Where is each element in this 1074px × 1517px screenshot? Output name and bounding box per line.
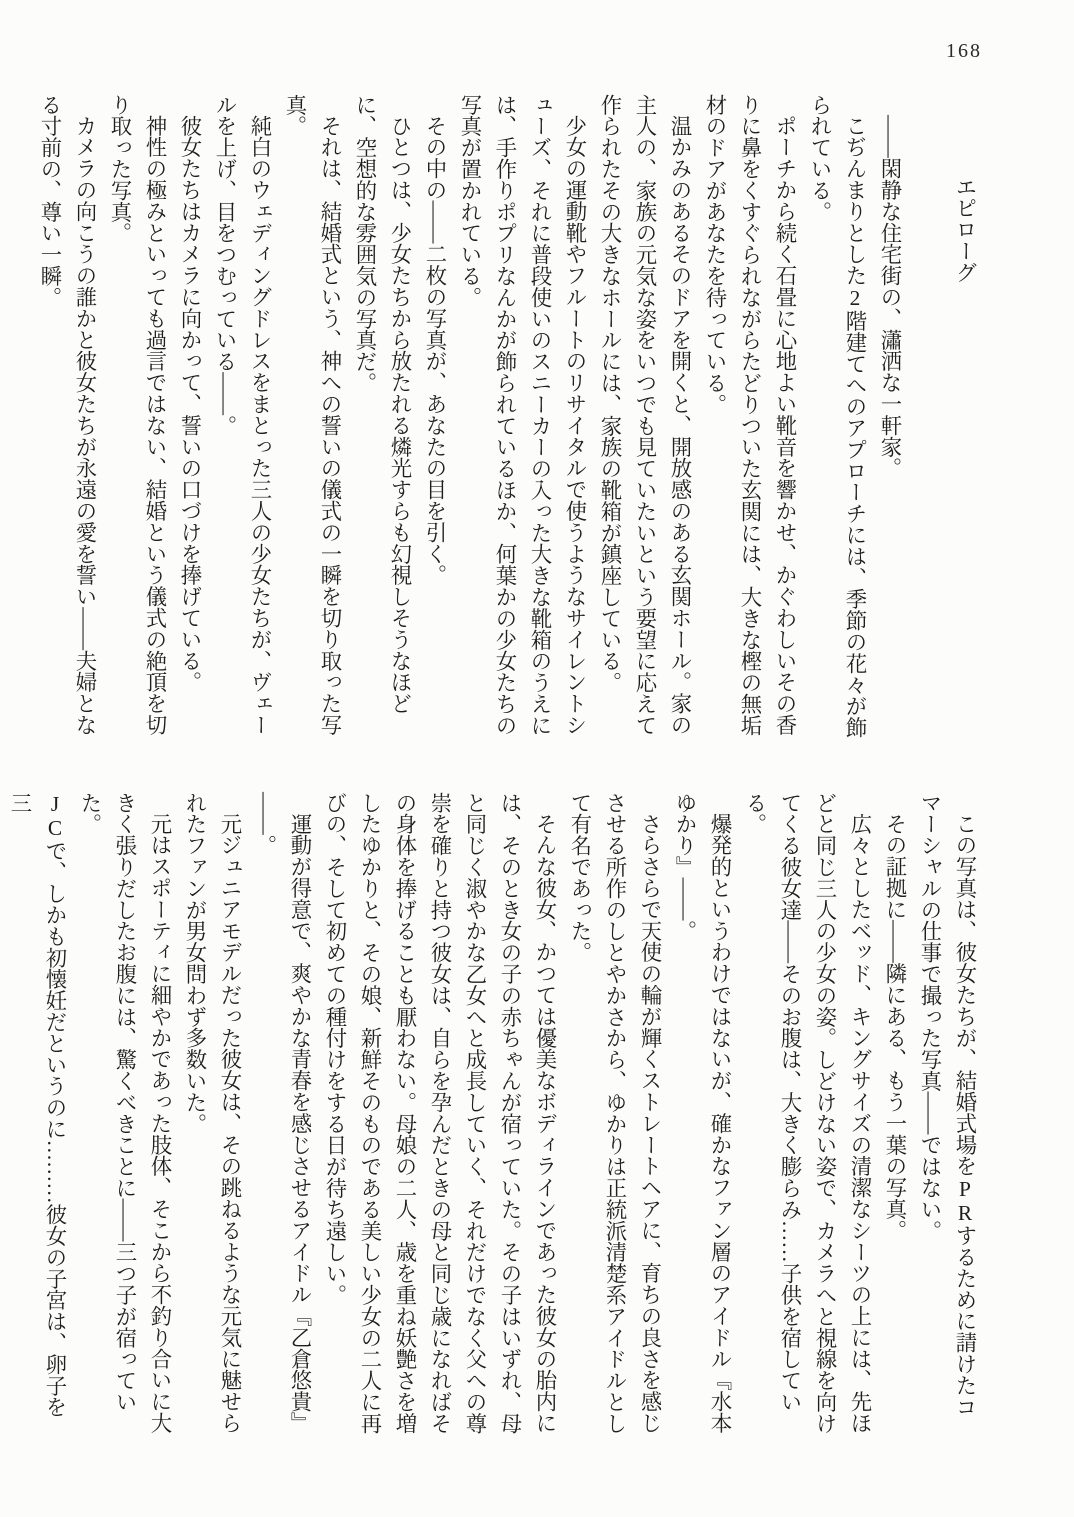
paragraph: 爆発的というわけではないが、確かなファン層のアイドル『水本ゆかり』——。	[673, 792, 732, 1434]
paragraph: この写真は、彼女たちが、結婚式場をPRするために請けたコマーシャルの仕事で撮った写真——ではない。	[918, 792, 977, 1418]
page-number: 168	[946, 40, 982, 62]
paragraph: 元ジュニアモデルだった彼女は、その跳ねるような元気に魅せられたファンが男女問わず多数いた。	[183, 792, 242, 1434]
paragraph: JCで、しかも初懐妊だというのに………彼女の子宮は、卵子を三	[8, 792, 67, 1418]
paragraph: カメラの向こうの誰かと彼女たちが永遠の愛を誓い——夫婦となる寸前の、尊い一瞬。	[38, 94, 97, 736]
bottom-paragraphs	[2, 792, 982, 1438]
paragraph: ポーチから続く石畳に心地よい靴音を響かせ、かぐわしいその香りに鼻をくすぐられながらたどりついた玄関には、大きな樫の無垢材のドアがあなたを待っている。	[703, 94, 797, 736]
paragraph: 広々としたベッド、キングサイズの清潔なシーツの上には、先ほどと同じ三人の少女の姿。しどけない姿で、カメラへと視線を向けてくる彼女達——そのお腹は、大きく膨らみ……子供を宿している。	[743, 792, 872, 1434]
paragraph: その中の——二枚の写真が、あなたの目を引く。	[423, 115, 447, 587]
paragraph: 神性の極みといっても過言ではない、結婚という儀式の絶頂を切り取った写真。	[108, 94, 167, 736]
paragraph: それは、結婚式という、神への誓いの儀式の一瞬を切り取った写真。	[283, 94, 342, 736]
paragraph: 少女の運動靴やフルートのリサイタルで使うようなサイレントシューズ、それに普段使いのスニーカーの入った大きな靴箱のうえには、手作りポプリなんかが飾られているほか、何葉かの少女たちの写真が置かれている。	[458, 94, 587, 736]
text-block-bottom	[2, 792, 982, 1438]
paragraph: 純白のウェディングドレスをまとった三人の少女たちが、ヴェールを上げ、目をつむっている——。	[213, 94, 272, 736]
paragraph: さらさらで天使の輪が輝くストレートヘアに、育ちの良さを感じさせる所作のしとやかさから、ゆかりは正統派清楚系アイドルとして有名であった。	[568, 792, 662, 1434]
section-title: エピローグ	[953, 176, 977, 283]
text-block-top	[32, 94, 982, 744]
paragraph: 元はスポーティに細やかであった肢体、そこから不釣り合いに大きく張りだしたお腹には、驚くべきことに——三つ子が宿っていた。	[78, 792, 172, 1434]
paragraph: 彼女たちはカメラに向かって、誓いの口づけを捧げている。	[178, 115, 202, 694]
paragraph: 温かみのあるそのドアを開くと、開放感のある玄関ホール。家の主人の、家族の元気な姿をいつでも見ていたいという要望に応えて作られたその大きなホールには、家族の靴箱が鎮座している。	[598, 94, 692, 736]
paragraph: そんな彼女、かつては優美なボディラインであった彼女の胎内には、そのとき女の子の赤ちゃんが宿っていた。その子はいずれ、母と同じく淑やかな乙女へと成長していく、それだけでなく父への尊崇を確りと持つ彼女は、自らを孕んだときの母と同じ歳になればその身体を捧げることも厭わない。母娘の二人、歳を重ね妖艶さを増したゆかりと、その娘、新鮮そのものである美しい少女の二人に再びの、そして初めての種付けをする日が待ち遠しい。	[323, 792, 557, 1434]
paragraph: その証拠に——隣にある、もう一葉の写真。	[883, 813, 907, 1242]
paragraph: 運動が得意で、爽やかな青春を感じさせるアイドル『乙倉悠貴』——。	[253, 792, 312, 1434]
paragraph: こぢんまりとした2階建てへのアプローチには、季節の花々が飾られている。	[808, 94, 867, 739]
top-paragraphs	[32, 94, 907, 744]
paragraph: ——閑静な住宅街の、瀟洒な一軒家。	[878, 115, 902, 480]
paragraph: ひとつは、少女たちから放たれる燐光すらも幻視しそうなほどに、空想的な雰囲気の写真だ。	[353, 94, 412, 715]
